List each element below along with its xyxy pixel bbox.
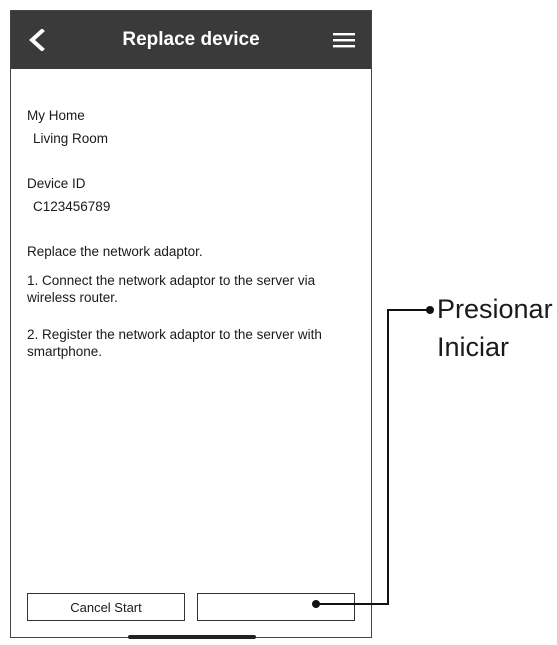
home-label: My Home [27, 108, 85, 123]
callout-line-1: Presionar [437, 294, 553, 324]
device-id-value: C123456789 [33, 199, 111, 214]
menu-button[interactable] [329, 25, 359, 55]
callout-annotation [437, 290, 553, 366]
back-button[interactable] [21, 23, 53, 57]
instruction-step-1: 1. Connect the network adaptor to the server via wireless router. [27, 273, 316, 305]
home-indicator [128, 635, 256, 639]
home-value: Living Room [33, 131, 109, 146]
page-title: Replace device [122, 29, 260, 50]
app-header [11, 11, 371, 69]
main-content [27, 107, 353, 360]
hamburger-menu-icon [333, 31, 355, 49]
chevron-left-icon [28, 29, 46, 51]
device-id-label: Device ID [27, 176, 86, 191]
callout-line-2: Iniciar [437, 332, 510, 362]
phone-screen [10, 10, 372, 638]
start-button[interactable] [197, 593, 355, 621]
instruction-intro: Replace the network adaptor. [27, 244, 203, 259]
cancel-start-button[interactable]: Cancel Start [27, 593, 185, 621]
instruction-step-2: 2. Register the network adaptor to the server with smartphone. [27, 327, 322, 359]
